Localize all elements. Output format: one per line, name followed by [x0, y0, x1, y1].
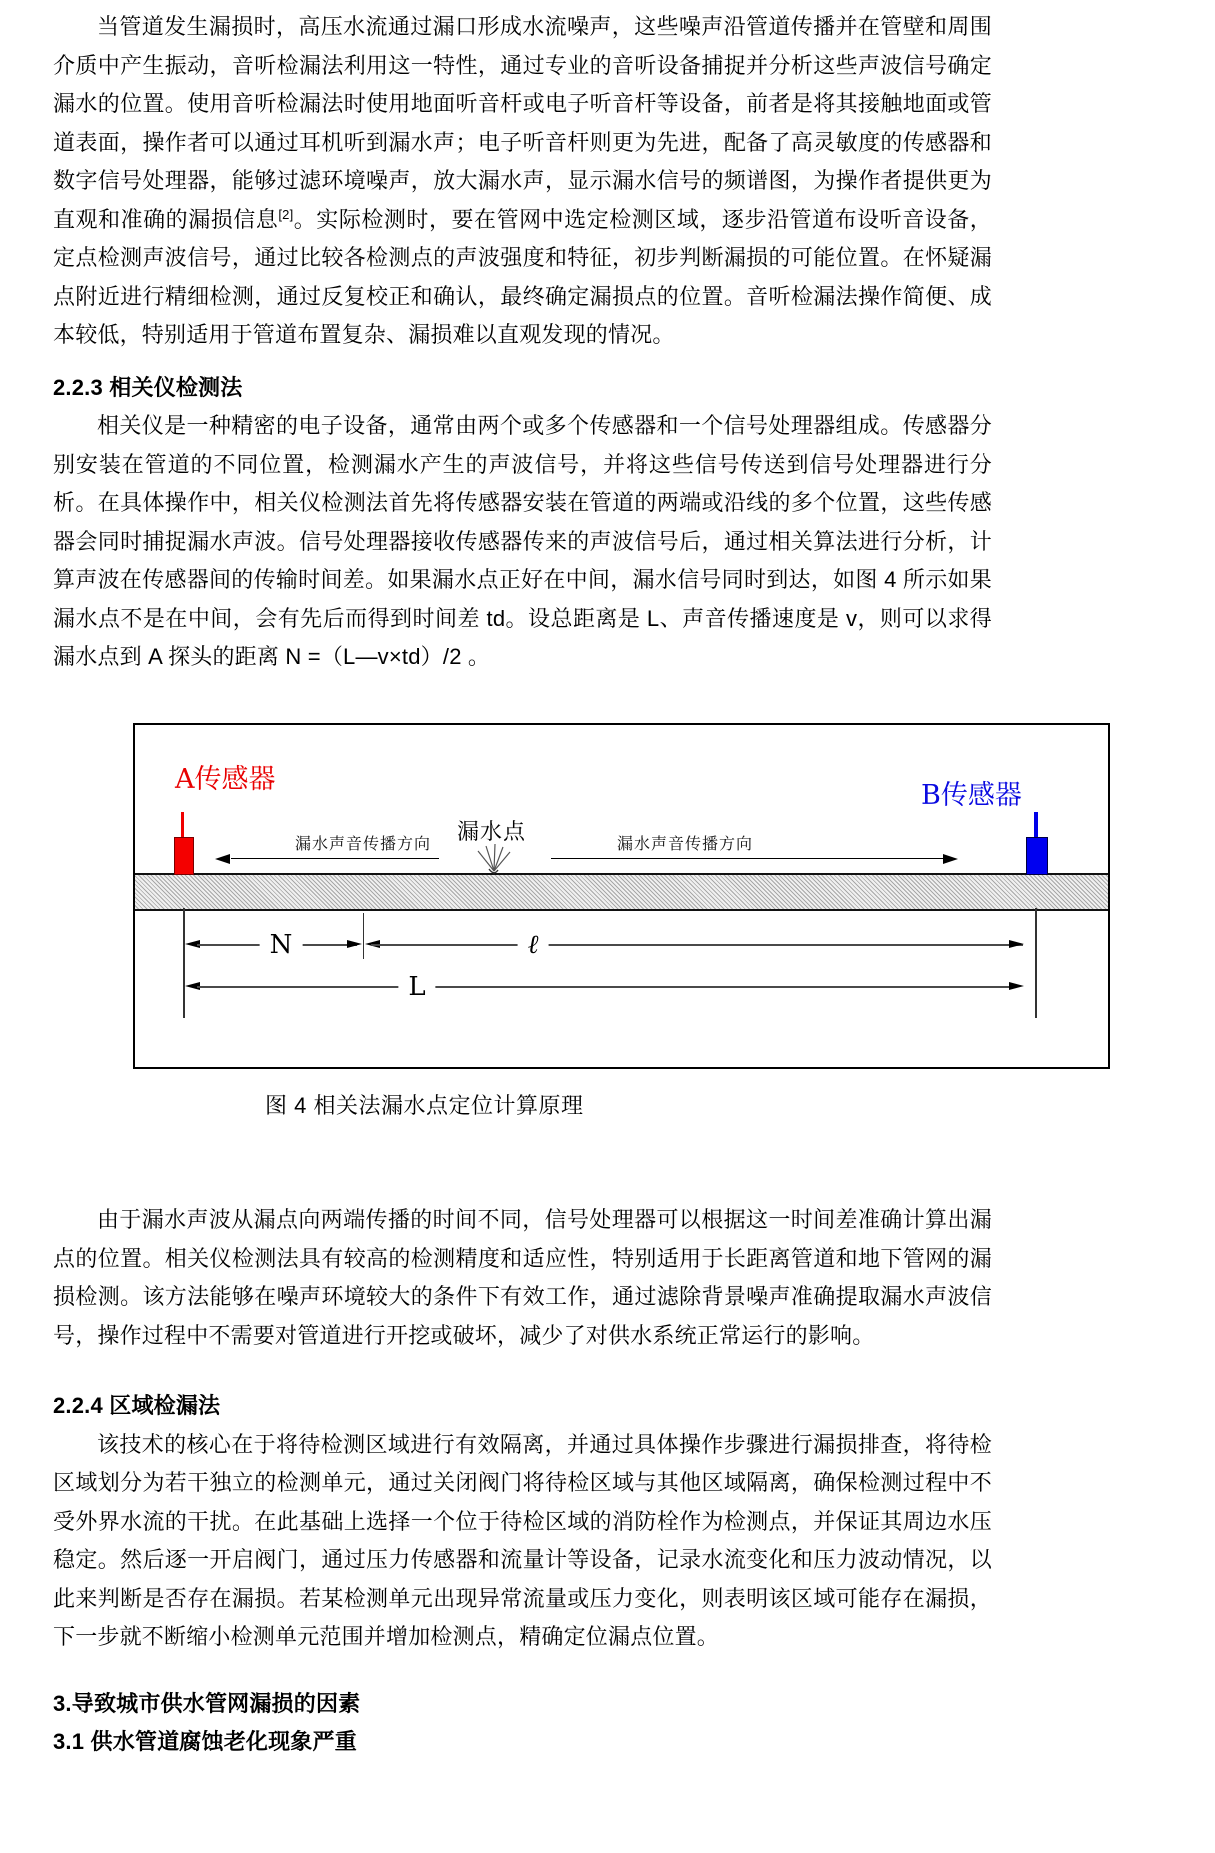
sensor-b-body [1026, 837, 1048, 875]
propagation-arrow-right-line [551, 858, 943, 859]
propagation-direction-right-label: 漏水声音传播方向 [617, 833, 754, 853]
heading-2-2-3: 2.2.3 相关仪检测法 [53, 374, 243, 400]
heading-2-2-4: 2.2.4 区域检漏法 [53, 1393, 221, 1418]
propagation-direction-left-label: 漏水声音传播方向 [295, 833, 432, 853]
paragraph-correlator-advantages: 由于漏水声波从漏点向两端传播的时间不同，信号处理器可以根据这一时间差准确计算出漏点的位置。相关仪检测法具有较高的检测精度和适应性，特别适用于长距离管道和地下管网的漏损检测。该方法能够在噪声环境较大的条件下有效工作，通过滤除背景噪声准确提取漏水声波信号，操作过程中不需要对管道进行开挖或破坏，减少了对供水系统正常运行的影响。 [53, 1207, 992, 1348]
sensor-b-label: B传感器 [921, 779, 1022, 811]
arrowhead-right-icon [943, 854, 958, 864]
leak-spray-icon [475, 844, 513, 879]
heading-3-1: 3.1 供水管道腐蚀老化现象严重 [53, 1729, 357, 1754]
dim-ell-arrowhead-right-icon [1009, 940, 1024, 948]
dim-label-L: L [398, 970, 435, 1004]
paragraph-zone-method: 该技术的核心在于将待检测区域进行有效隔离，并通过具体操作步骤进行漏损排查，将待检区域划分为若干独立的检测单元，通过关闭阀门将待检区域与其他区域隔离，确保检测过程中不受外界水流的干扰。在此基础上选择一个位于待检区域的消防栓作为检测点，并保证其周边水压稳定。然后逐一开启阀门，通过压力传感器和流量计等设备，记录水流变化和压力波动情况，以此来判断是否存在漏损。若某检测单元出现异常流量或压力变化，则表明该区域可能存在漏损，下一步就不断缩小检测单元范围并增加检测点，精确定位漏点位置。 [53, 1431, 992, 1649]
dim-n-arrowhead-right-icon [347, 940, 362, 948]
dim-tick-leak-point [363, 913, 364, 959]
dim-L-arrowhead-right-icon [1009, 982, 1024, 990]
document-body [53, 0, 1022, 1762]
sensor-a-label: A传感器 [175, 763, 276, 795]
arrowhead-left-icon [215, 854, 230, 864]
dim-tick-sensor-a [183, 908, 185, 1018]
dim-label-n: N [260, 928, 303, 962]
propagation-arrow-left-line [231, 858, 439, 859]
figure-correlation-principle [133, 723, 1110, 1069]
paragraph-correlator-method: 相关仪是一种精密的电子设备，通常由两个或多个传感器和一个信号处理器组成。传感器分别安装在管道的不同位置，检测漏水产生的声波信号，并将这些信号传送到信号处理器进行分析。在具体操作中，相关仪检测法首先将传感器安装在管道的两端或沿线的多个位置，这些传感器会同时捕捉漏水声波。信号处理器接收传感器传来的声波信号后，通过相关算法进行分析，计算声波在传感器间的传输时间差。如果漏水点正好在中间，漏水信号同时到达，如图 4 所示如果漏水点不是在中间，会有先后而得到时间差 td。设总距离是 L、声音传播速度是 v，则可以求得漏水点到 A 探头的距离 N =（L—v×td）/2 。 [53, 413, 992, 669]
figure-4-container [53, 723, 1022, 1126]
dim-line-L [197, 986, 1009, 988]
heading-3: 3.导致城市供水管网漏损的因素 [53, 1690, 361, 1716]
dim-label-ell: ℓ [518, 928, 549, 962]
pipe-band [135, 873, 1108, 911]
p1-text-before-ref: 当管道发生漏损时，高压水流通过漏口形成水流噪声，这些噪声沿管道传播并在管壁和周围介质中产生振动，音听检漏法利用这一特性，通过专业的音听设备捕捉并分析这些声波信号确定漏水的位置。使用音听检漏法时使用地面听音杆或电子听音杆等设备，前者是将其接触地面或管道表面，操作者可以通过耳机听到漏水声；电子听音杆则更为先进，配备了高灵敏度的传感器和数字信号处理器，能够过滤环境噪声，放大漏水声，显示漏水信号的频谱图，为操作者提供更为直观和准确的漏损信息 [53, 14, 992, 232]
citation-ref-2: [2] [278, 206, 294, 222]
paragraph-acoustic-listening [53, 8, 992, 355]
p1-text-after-ref: 。实际检测时，要在管网中选定检测区域，逐步沿管道布设听音设备，定点检测声波信号，通过比较各检测点的声波强度和特征，初步判断漏损的可能位置。在怀疑漏点附近进行精细检测，通过反复校正和确认，最终确定漏损点的位置。音听检漏法操作简便、成本较低，特别适用于管道布置复杂、漏损难以直观发现的情况。 [53, 206, 992, 347]
sensor-b-antenna [1034, 812, 1038, 838]
leak-point-label: 漏水点 [457, 818, 527, 844]
sensor-a-antenna [181, 812, 184, 838]
figure-caption: 图 4 相关法漏水点定位计算原理 [265, 1092, 584, 1118]
dim-line-ell [371, 944, 1023, 946]
sensor-a-body [174, 837, 194, 875]
dim-tick-sensor-b [1035, 908, 1037, 1018]
